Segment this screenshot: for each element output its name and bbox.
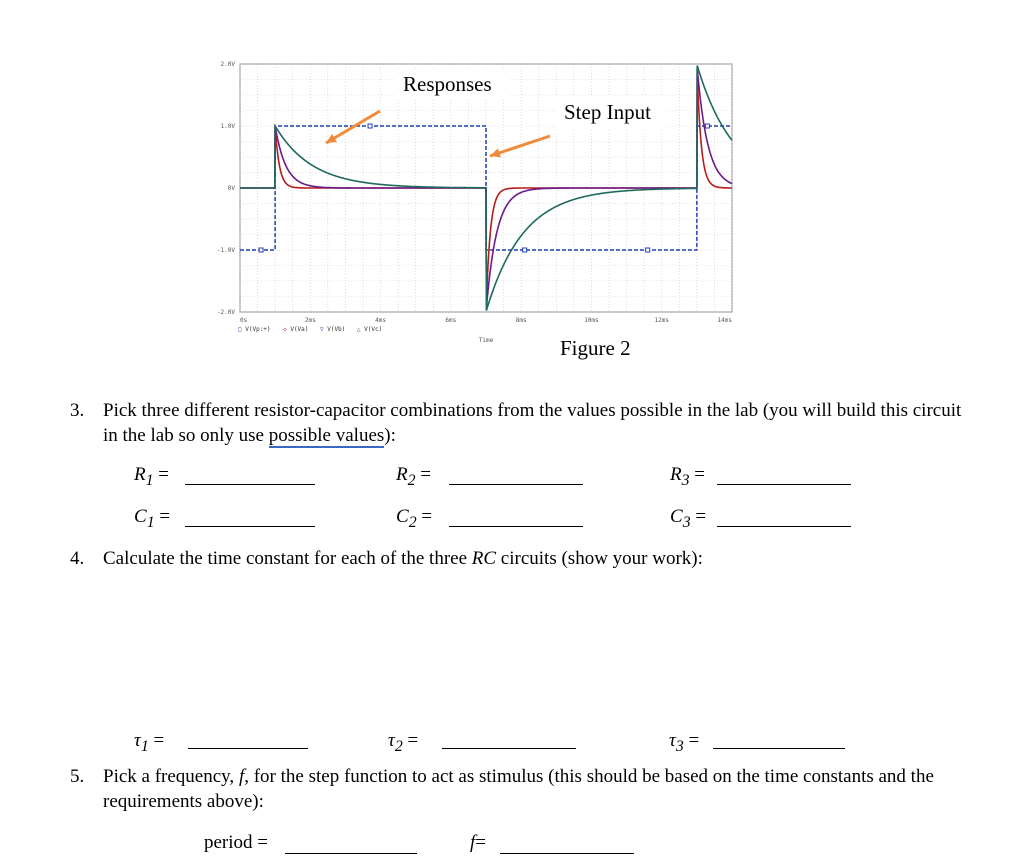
question-text: Pick a frequency, f, for the step function to act as stimulus (this should be based on the time constants and the requirements above): [103, 766, 934, 812]
responses-label: Responses [403, 72, 492, 96]
c2-blank[interactable] [449, 526, 583, 527]
y-tick-label: 2.0V [220, 61, 235, 68]
y-tick-label: -2.0V [216, 309, 235, 316]
y-tick-label: -1.0V [216, 247, 235, 254]
tau3-blank[interactable] [713, 748, 845, 749]
r1-label: $R_1$ = [134, 464, 169, 489]
period-label: period = [204, 832, 269, 853]
r3-label: $R_3$ = [670, 464, 705, 489]
c1-blank[interactable] [185, 526, 315, 527]
c2-label: $C_2$ = [396, 506, 433, 531]
plot-legend [238, 326, 382, 333]
oscilloscope-figure [0, 0, 1024, 370]
question-number: 5. [70, 766, 85, 787]
tau1-blank[interactable] [188, 748, 308, 749]
x-tick-label: 10ms [584, 317, 599, 324]
x-tick-label: 2ms [304, 317, 316, 324]
step-marker [705, 124, 709, 128]
tau3-label: $\tau_3$ = [669, 730, 700, 755]
c3-blank[interactable] [717, 526, 851, 527]
legend-entry: ▽ V(Vb) [320, 326, 346, 333]
c1-label: $C_1$ = [134, 506, 171, 531]
step-marker [646, 248, 650, 252]
x-tick-label: 4ms [375, 317, 386, 324]
tau1-label: $\tau_1$ = [134, 730, 165, 755]
question-number: 3. [70, 400, 85, 421]
x-tick-label: 12ms [654, 317, 669, 324]
c3-label: $C_3$ = [670, 506, 707, 531]
tau2-blank[interactable] [442, 748, 576, 749]
question-text: Pick three different resistor-capacitor combinations from the values possible in the lab (you will build this circuit in the lab so only use possible values): [103, 400, 962, 446]
r3-blank[interactable] [717, 484, 851, 485]
x-axis-label: Time [478, 337, 494, 344]
tau-row [0, 730, 1024, 760]
y-tick-label: 1.0V [220, 123, 235, 130]
question-3 [70, 398, 970, 448]
step-marker [523, 248, 527, 252]
f-label: f= [470, 832, 486, 853]
question-text: Calculate the time constant for each of the three RC circuits (show your work): [103, 548, 703, 569]
legend-entry: □ V(Vp:+) [238, 326, 271, 333]
question-4 [70, 546, 970, 571]
figure-caption: Figure 2 [560, 336, 631, 360]
y-tick-label: 0V [227, 185, 235, 192]
period-blank[interactable] [285, 853, 417, 854]
f-blank[interactable] [500, 853, 634, 854]
resistor-row [0, 464, 1024, 494]
frequency-row [0, 832, 1024, 862]
x-tick-label: 0s [240, 317, 248, 324]
x-tick-label: 14ms [717, 317, 732, 324]
x-tick-label: 8ms [515, 317, 527, 324]
step-input-label: Step Input [564, 100, 651, 124]
capacitor-row [0, 506, 1024, 536]
possible-values-link: possible values [268, 425, 385, 446]
legend-entry: △ V(Vc) [356, 326, 383, 333]
x-tick-label: 6ms [445, 317, 457, 324]
r1-blank[interactable] [185, 484, 315, 485]
step-marker [368, 124, 372, 128]
tau2-label: $\tau_2$ = [388, 730, 419, 755]
r2-blank[interactable] [449, 484, 583, 485]
question-5 [70, 764, 970, 814]
response-plot [0, 0, 1024, 370]
question-number: 4. [70, 548, 85, 569]
r2-label: $R_2$ = [396, 464, 431, 489]
legend-entry: ◇ V(Va) [283, 326, 309, 333]
step-marker [259, 248, 263, 252]
